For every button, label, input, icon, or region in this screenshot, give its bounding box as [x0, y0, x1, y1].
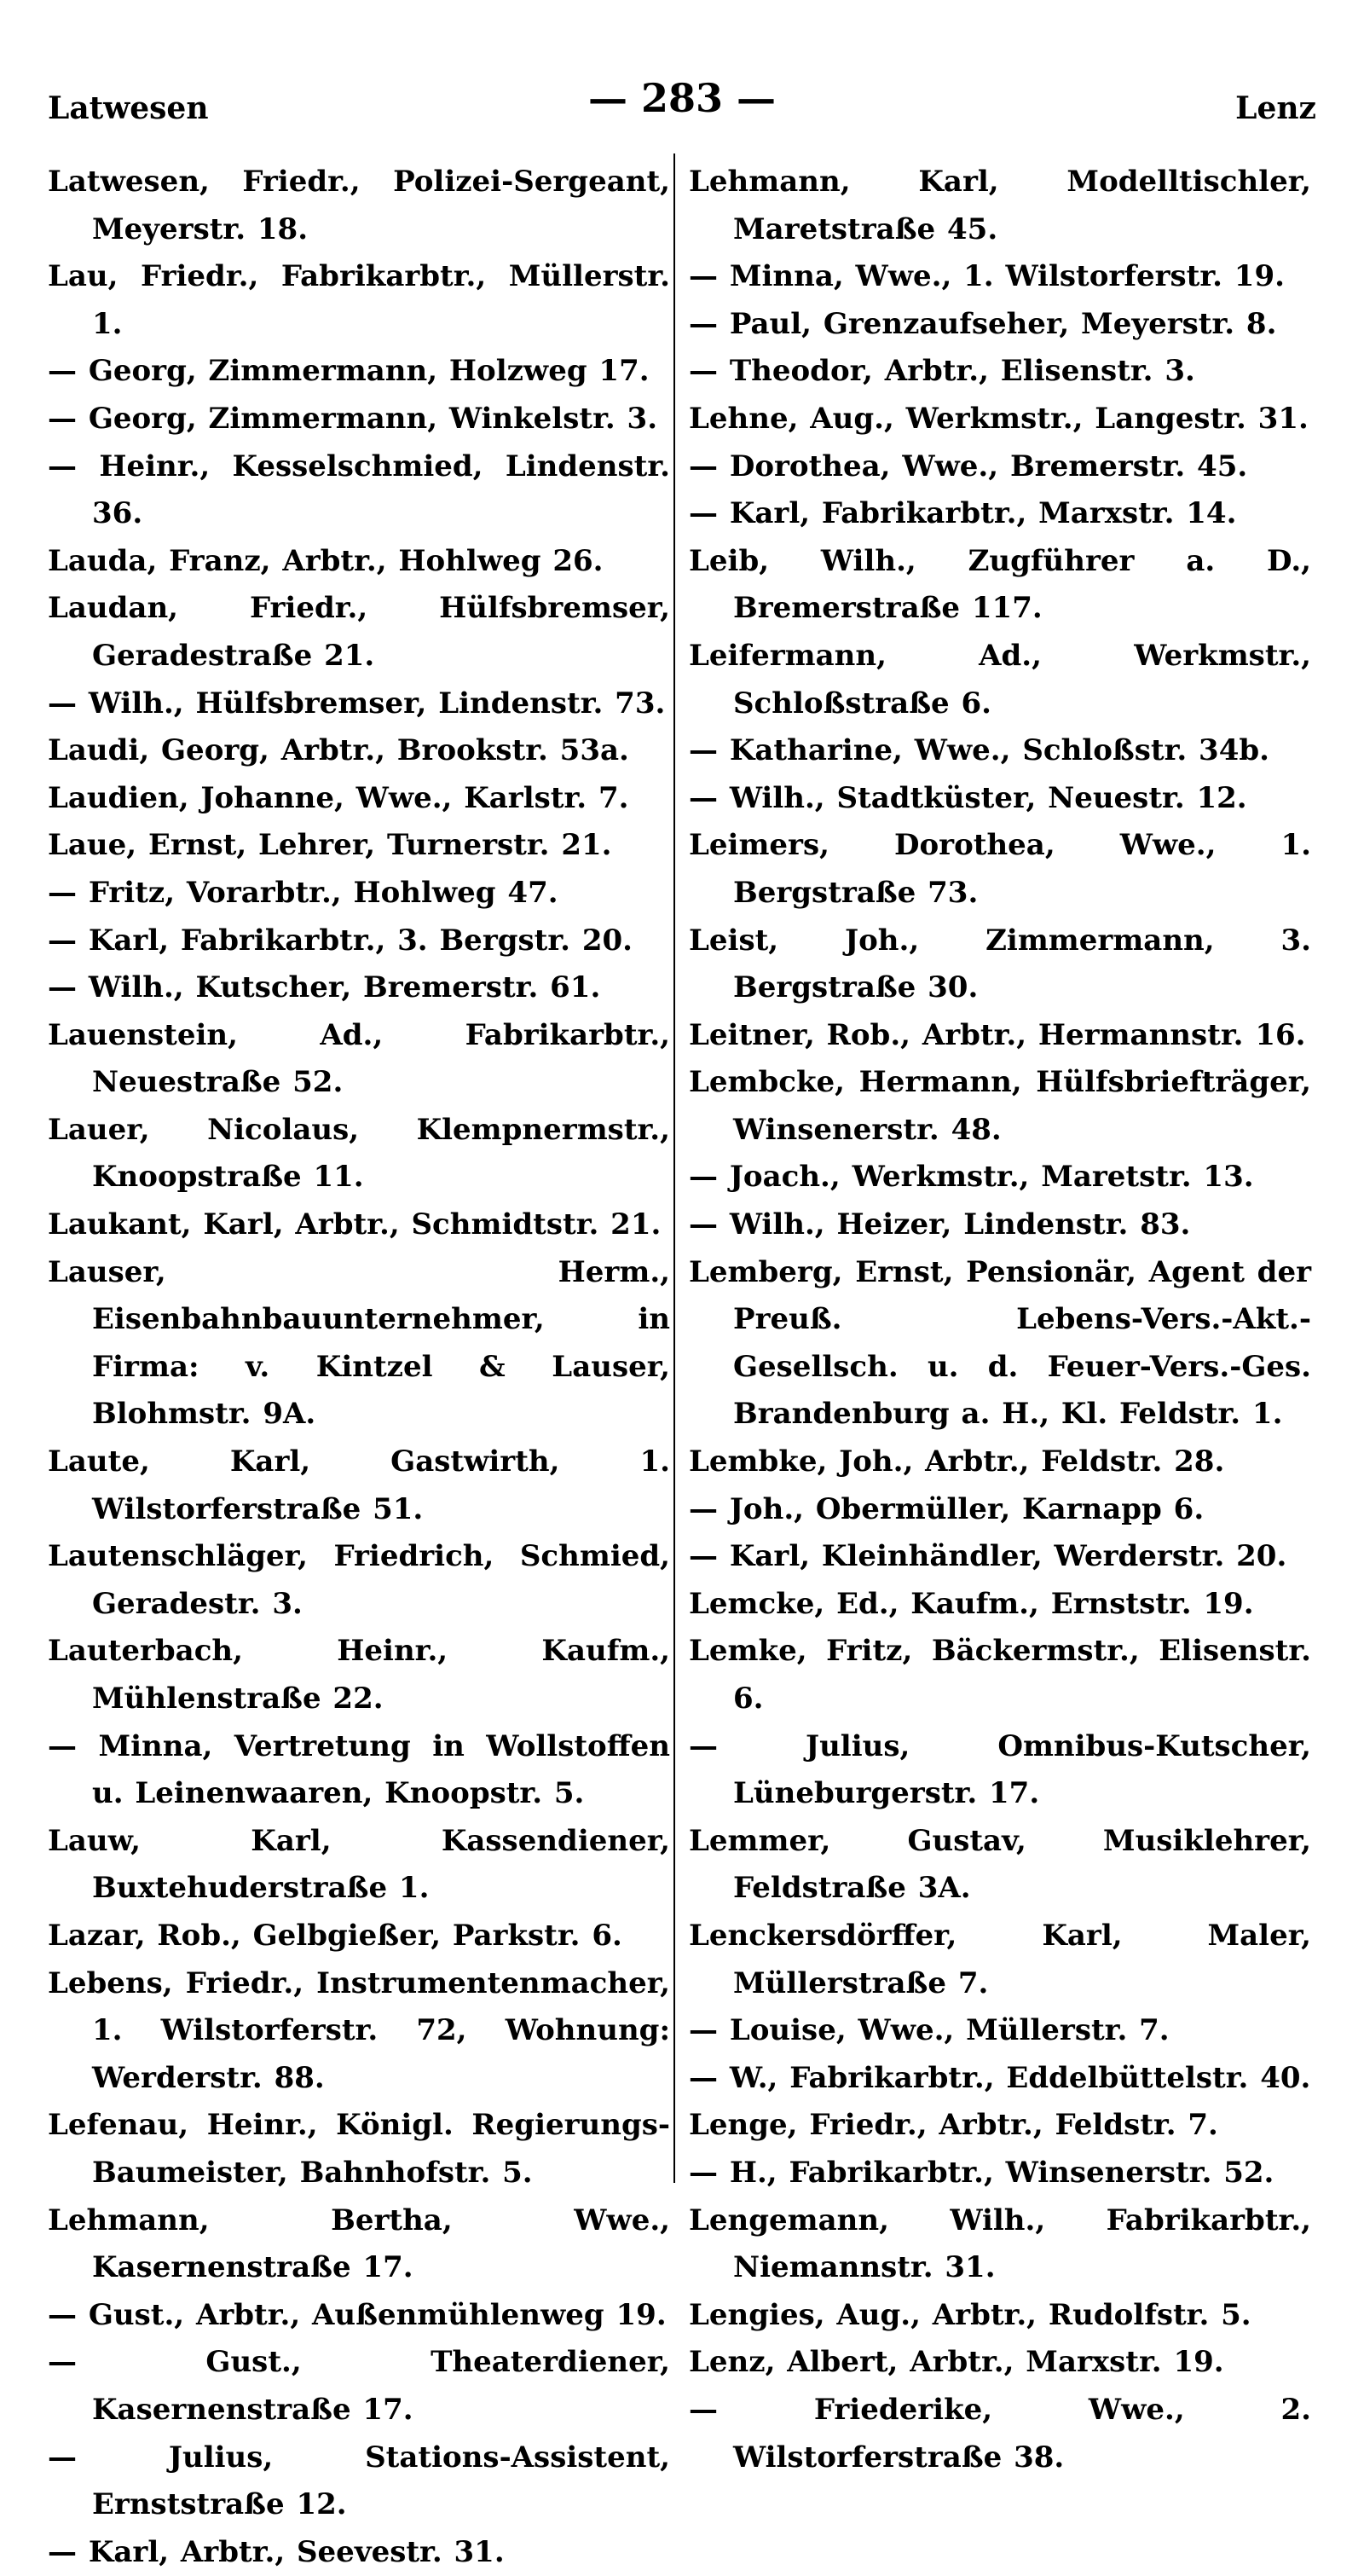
directory-entry: Leifermann, Ad., Werkmstr., Schloßstraße 6. [689, 638, 1311, 721]
directory-entry: — Julius, Stations-Assistent, Ernststraße 12. [48, 2440, 670, 2522]
directory-entry: Lemberg, Ernst, Pensionär, Agent der Preuß. Lebens-Vers.-Akt.-Gesellsch. u. d. Feuer-Vers.-Ges. Brandenburg a. H., Kl. Feldstr. 1. [689, 1254, 1311, 1432]
directory-entry: Lengemann, Wilh., Fabrikarbtr., Niemannstr. 31. [689, 2203, 1311, 2285]
page-header [48, 75, 1316, 135]
directory-entry: — Karl, Fabrikarbtr., 3. Bergstr. 20. [48, 923, 633, 958]
directory-entry: Laudi, Georg, Arbtr., Brookstr. 53a. [48, 733, 629, 768]
directory-entry: — Paul, Grenzaufseher, Meyerstr. 8. [689, 306, 1277, 341]
directory-entry: Lengies, Aug., Arbtr., Rudolfstr. 5. [689, 2297, 1251, 2332]
directory-entry: — Louise, Wwe., Müllerstr. 7. [689, 2013, 1170, 2048]
directory-entry: — H., Fabrikarbtr., Winsenerstr. 52. [689, 2155, 1274, 2190]
header-left-keyword: Latwesen [48, 90, 209, 126]
directory-entry: Laue, Ernst, Lehrer, Turnerstr. 21. [48, 828, 612, 863]
directory-entry: — Minna, Vertretung in Wollstoffen u. Leinenwaaren, Knoopstr. 5. [48, 1728, 670, 1811]
directory-entry: Leitner, Rob., Arbtr., Hermannstr. 16. [689, 1017, 1306, 1052]
directory-entry: Lazar, Rob., Gelbgießer, Parkstr. 6. [48, 1918, 622, 1953]
directory-entry: — Wilh., Kutscher, Bremerstr. 61. [48, 970, 601, 1005]
directory-entry: Leimers, Dorothea, Wwe., 1. Bergstraße 73. [689, 828, 1311, 910]
directory-entry: — Karl, Fabrikarbtr., Marxstr. 14. [689, 496, 1237, 531]
directory-entry: Laukant, Karl, Arbtr., Schmidtstr. 21. [48, 1207, 662, 1242]
directory-entry: Lauw, Karl, Kassendiener, Buxtehuderstraße 1. [48, 1823, 670, 1906]
directory-entry: — Karl, Kleinhändler, Werderstr. 20. [689, 1539, 1287, 1574]
directory-entry: Lebens, Friedr., Instrumentenmacher, 1. Wilstorferstr. 72, Wohnung: Werderstr. 88. [48, 1965, 670, 2095]
directory-entry: Leist, Joh., Zimmermann, 3. Bergstraße 30. [689, 923, 1311, 1005]
header-right-keyword: Lenz [1235, 90, 1316, 126]
directory-entry: — Theodor, Arbtr., Elisenstr. 3. [689, 354, 1195, 389]
column-divider [673, 153, 675, 2183]
directory-entry: — Katharine, Wwe., Schloßstr. 34b. [689, 733, 1269, 768]
directory-entry: Lehne, Aug., Werkmstr., Langestr. 31. [689, 401, 1309, 436]
right-column [689, 159, 1311, 2481]
directory-entry: Lembke, Joh., Arbtr., Feldstr. 28. [689, 1444, 1225, 1479]
directory-entry: — W., Fabrikarbtr., Eddelbüttelstr. 40. [689, 2060, 1311, 2095]
directory-entry: Lehmann, Bertha, Wwe., Kasernenstraße 17. [48, 2203, 670, 2285]
directory-entry: Lenz, Albert, Arbtr., Marxstr. 19. [689, 2345, 1224, 2380]
directory-entry: Laudan, Friedr., Hülfsbremser, Geradestraße 21. [48, 591, 670, 673]
directory-entry: — Minna, Wwe., 1. Wilstorferstr. 19. [689, 259, 1285, 294]
directory-entry: Lemke, Fritz, Bäckermstr., Elisenstr. 6. [689, 1634, 1311, 1716]
directory-entry: Lauenstein, Ad., Fabrikarbtr., Neuestraße 52. [48, 1017, 670, 1100]
directory-entry: — Gust., Arbtr., Außenmühlenweg 19. [48, 2297, 667, 2332]
directory-entry: Lehmann, Karl, Modelltischler, Maretstraße 45. [689, 165, 1311, 246]
left-column [48, 159, 670, 2576]
directory-entry: — Heinr., Kesselschmied, Lindenstr. 36. [48, 449, 670, 531]
directory-entry: — Georg, Zimmermann, Holzweg 17. [48, 354, 650, 389]
directory-entry: — Wilh., Heizer, Lindenstr. 83. [689, 1207, 1191, 1242]
directory-entry: Lauser, Herm., Eisenbahnbauunternehmer, in Firma: v. Kintzel & Lauser, Blohmstr. 9A. [48, 1254, 670, 1432]
directory-entry: Lenckersdörffer, Karl, Maler, Müllerstraße 7. [689, 1918, 1311, 2000]
directory-entry: — Georg, Zimmermann, Winkelstr. 3. [48, 401, 658, 436]
directory-entry: Lembcke, Hermann, Hülfsbriefträger, Winsenerstr. 48. [689, 1065, 1311, 1147]
directory-entry: — Gust., Theaterdiener, Kasernenstraße 17. [48, 2345, 670, 2427]
directory-entry: — Karl, Arbtr., Seevestr. 31. [48, 2534, 505, 2569]
directory-entry: — Wilh., Hülfsbremser, Lindenstr. 73. [48, 686, 666, 721]
directory-entry: — Julius, Omnibus-Kutscher, Lüneburgerstr. 17. [689, 1728, 1311, 1811]
directory-entry: Laudien, Johanne, Wwe., Karlstr. 7. [48, 780, 629, 815]
directory-entry: — Wilh., Stadtküster, Neuestr. 12. [689, 780, 1247, 815]
directory-entry: — Friederike, Wwe., 2. Wilstorferstraße 38. [689, 2392, 1311, 2475]
directory-entry: Lauterbach, Heinr., Kaufm., Mühlenstraße 22. [48, 1634, 670, 1716]
directory-entry: Lemmer, Gustav, Musiklehrer, Feldstraße 3A. [689, 1823, 1311, 1906]
directory-entry: Lefenau, Heinr., Königl. Regierungs-Baumeister, Bahnhofstr. 5. [48, 2108, 670, 2190]
directory-entry: Lauer, Nicolaus, Klempnermstr., Knoopstraße 11. [48, 1112, 670, 1195]
directory-entry: Lau, Friedr., Fabrikarbtr., Müllerstr. 1. [48, 259, 670, 341]
page-number: — 283 — [587, 75, 777, 121]
directory-entry: Leib, Wilh., Zugführer a. D., Bremerstraße 117. [689, 543, 1311, 626]
directory-entry: Lemcke, Ed., Kaufm., Ernststr. 19. [689, 1586, 1254, 1621]
directory-entry: — Fritz, Vorarbtr., Hohlweg 47. [48, 875, 558, 910]
directory-entry: — Joh., Obermüller, Karnapp 6. [689, 1491, 1205, 1526]
directory-entry: Lautenschläger, Friedrich, Schmied, Geradestr. 3. [48, 1539, 670, 1621]
directory-entry: Lenge, Friedr., Arbtr., Feldstr. 7. [689, 2108, 1218, 2143]
directory-entry: — Joach., Werkmstr., Maretstr. 13. [689, 1160, 1254, 1195]
directory-entry: — Dorothea, Wwe., Bremerstr. 45. [689, 449, 1248, 483]
directory-entry: Lauda, Franz, Arbtr., Hohlweg 26. [48, 543, 604, 578]
directory-entry: Latwesen, Friedr., Polizei-Sergeant, Meyerstr. 18. [48, 165, 670, 246]
directory-entry: Laute, Karl, Gastwirth, 1. Wilstorferstraße 51. [48, 1444, 670, 1526]
